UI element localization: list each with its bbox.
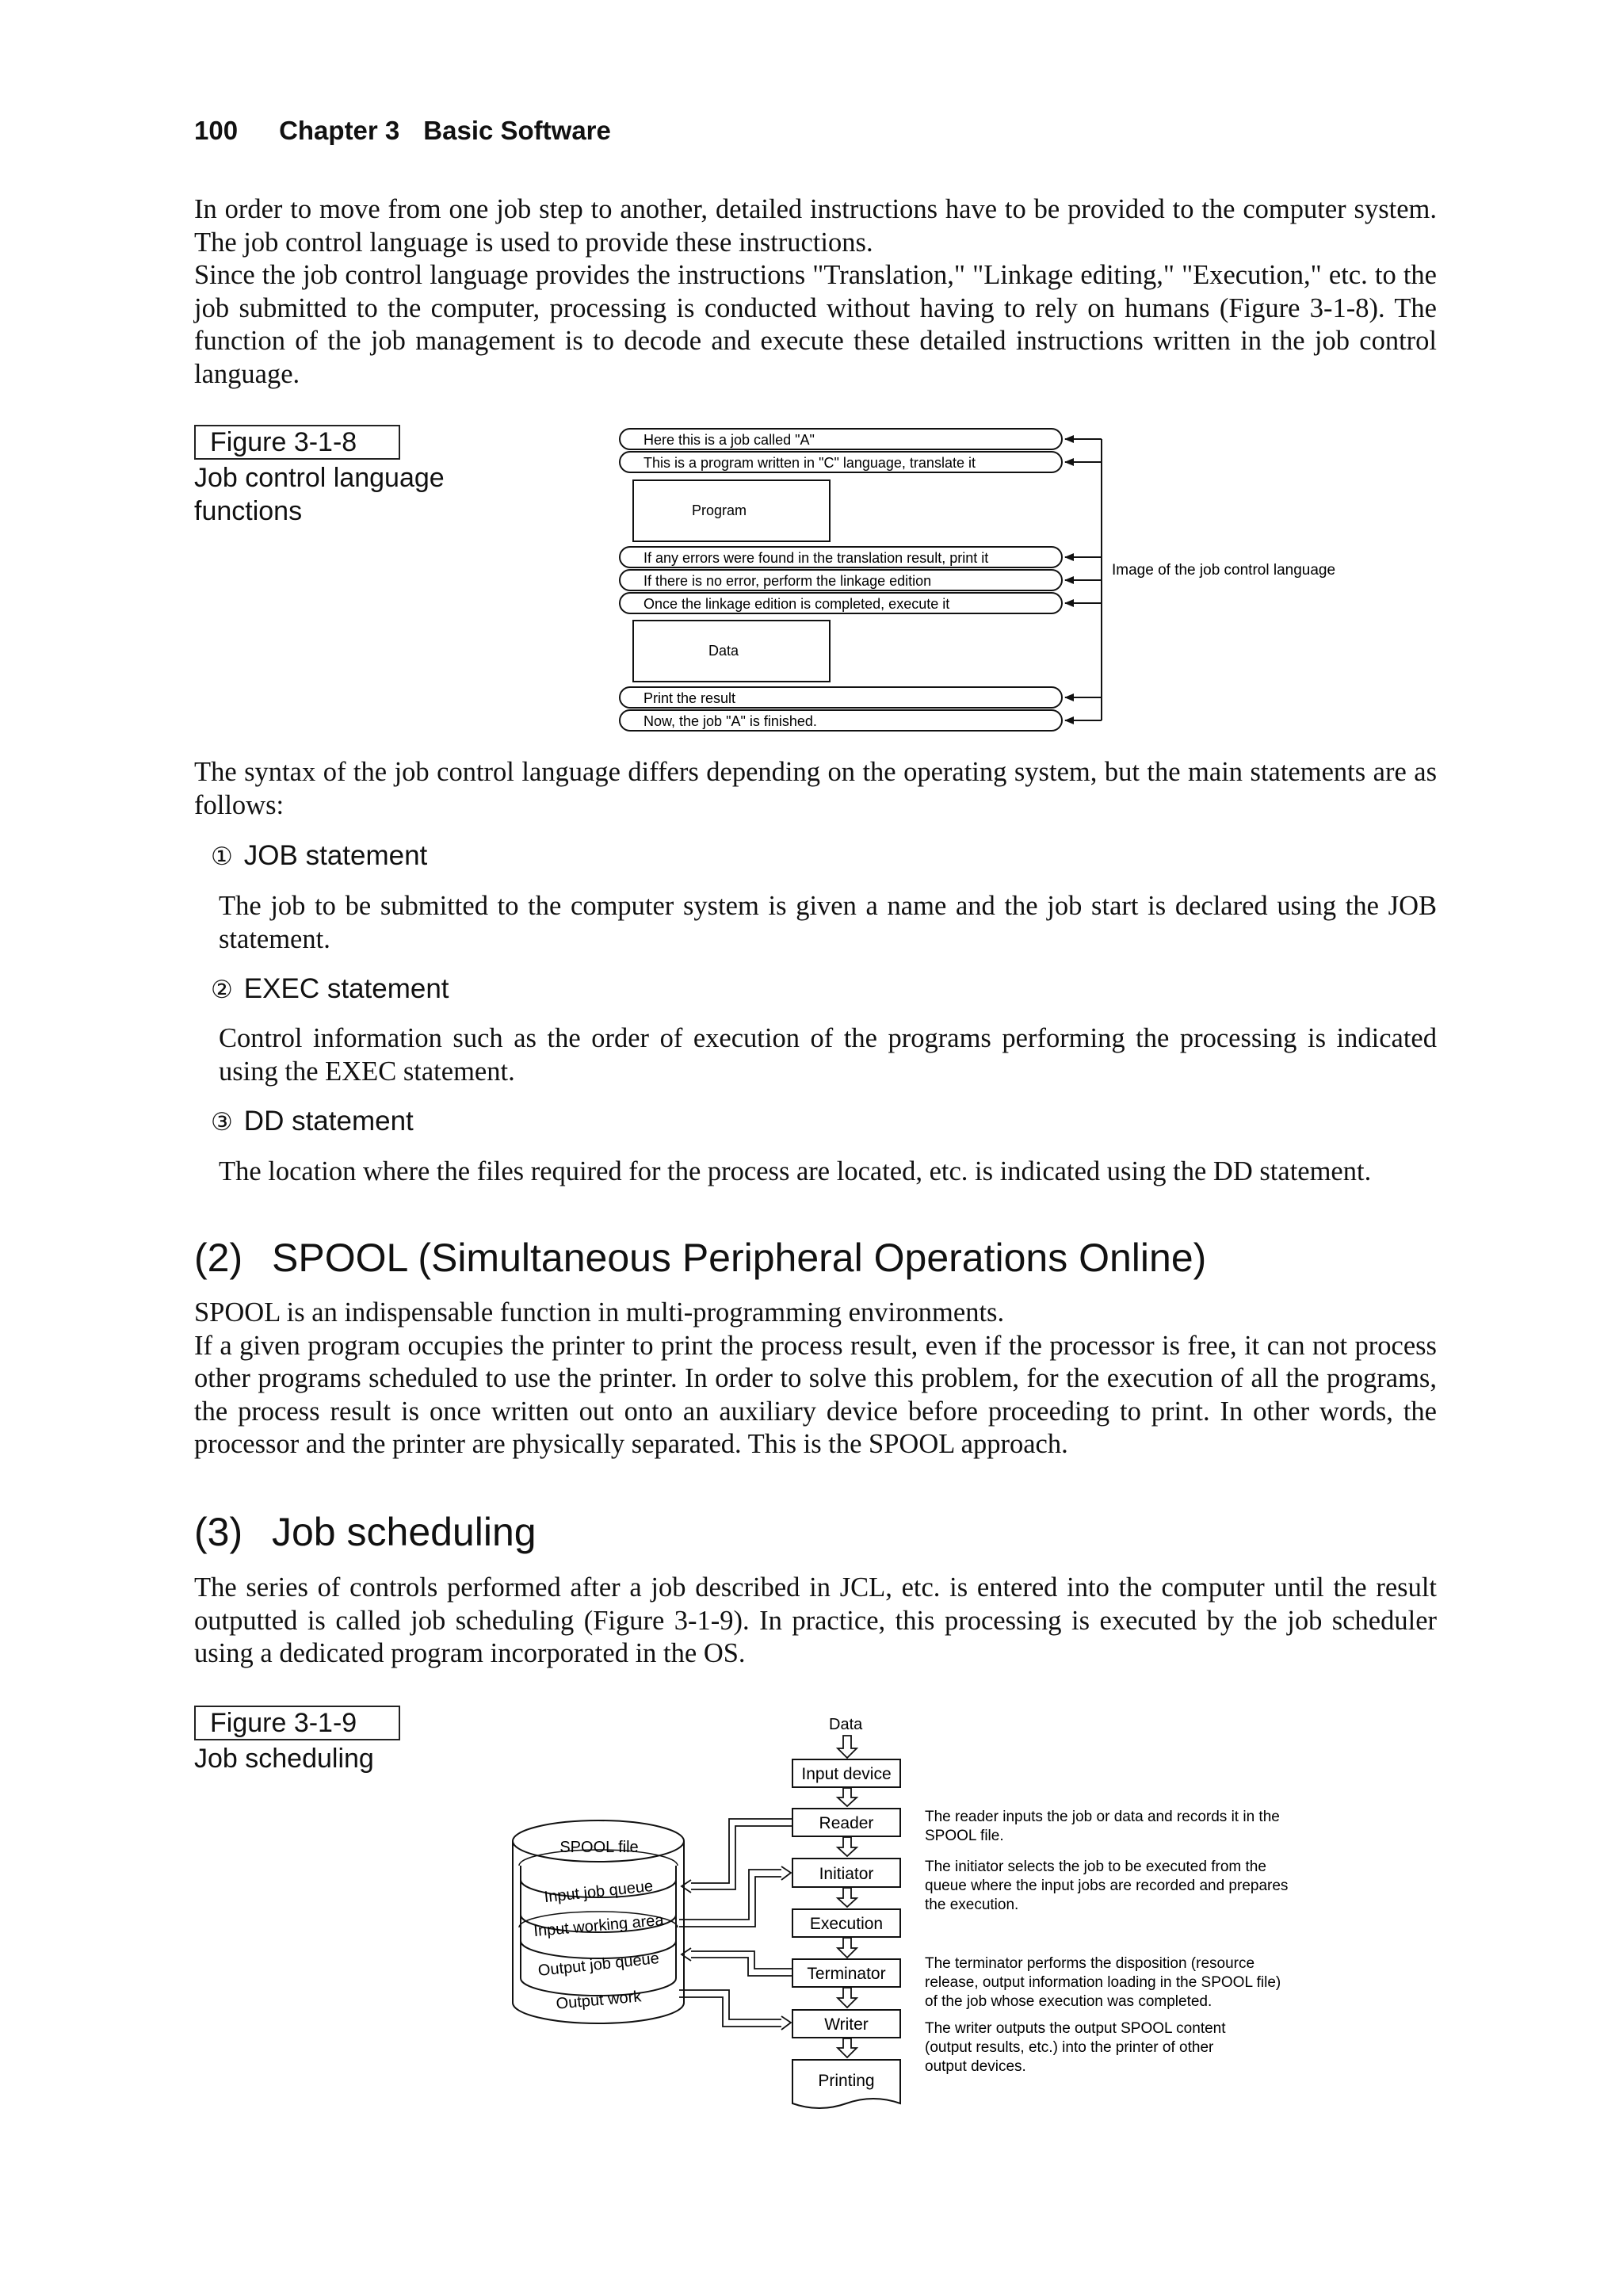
down-arrow-icon <box>838 1788 857 1806</box>
data-input-label: Data <box>829 1716 863 1733</box>
section-heading-spool <box>194 1235 1206 1281</box>
svg-text:Once the linkage edition is co: Once the linkage edition is completed, execute it <box>643 596 950 612</box>
section-number: (2) <box>194 1236 243 1280</box>
statement-item-1-text <box>219 890 1437 956</box>
down-arrow-icon <box>838 1938 857 1958</box>
figure-number-box: Figure 3-1-9 <box>194 1706 400 1740</box>
syntax-intro-text: The syntax of the job control language differs depending on the operating system, but the main statements are as follows: <box>194 757 1437 820</box>
jcl-image-label: Image of the job control language <box>1112 562 1336 579</box>
input-job-queue-label: Input job queue <box>543 1877 655 1907</box>
figure-caption-line-2: functions <box>194 496 303 526</box>
jcl-row-6 <box>620 687 1062 708</box>
intro-paragraph-1: In order to move from one job step to another, detailed instructions have to be provided to the computer system. The job control language is used to provide these instructions. <box>194 194 1437 258</box>
initiator-note-2: queue where the input jobs are recorded and prepares <box>925 1878 1289 1894</box>
writer-note-1: The writer outputs the output SPOOL content <box>925 2020 1226 2037</box>
figure-3-1-9-label <box>194 1706 400 1775</box>
spool-file-title: SPOOL file <box>559 1839 639 1856</box>
section-title: Job scheduling <box>272 1510 537 1554</box>
program-box <box>633 480 830 541</box>
terminator-note-2: release, output information loading in the SPOOL file) <box>925 1974 1281 1991</box>
statement-description: The job to be submitted to the computer system is given a name and the job start is declared using the JOB statement. <box>219 891 1437 954</box>
jcl-row-1 <box>620 429 1062 449</box>
svg-text:This is a program written in ": This is a program written in "C" language, translate it <box>643 455 976 471</box>
statement-item-1-title <box>211 840 427 872</box>
section-title: SPOOL (Simultaneous Peripheral Operations Online) <box>272 1236 1207 1280</box>
intro-paragraph-2: Since the job control language provides the instructions "Translation," "Linkage editing," "Execution," etc. to the job submitted to the computer, processing is conducted without having to rely on humans (Figure 3-1-8). The function of the job management is to decode and execute these detailed instructions written in the job control language. <box>194 260 1437 389</box>
input-device-label: Input device <box>801 1765 892 1783</box>
writer-note-3: output devices. <box>925 2058 1026 2075</box>
svg-text:Data: Data <box>708 643 739 659</box>
circled-number-1: ① <box>211 842 233 871</box>
statement-item-2-text <box>219 1022 1437 1088</box>
initiator-note-1: The initiator selects the job to be executed from the <box>925 1859 1266 1875</box>
svg-text:If there is no error, perform: If there is no error, perform the linkage edition <box>643 573 932 589</box>
writer-note-2: (output results, etc.) into the printer of other <box>925 2039 1214 2056</box>
initiator-note-3: the execution. <box>925 1897 1019 1913</box>
terminator-note-1: The terminator performs the disposition (resource <box>925 1955 1255 1972</box>
svg-text:Here this is a job called "A": Here this is a job called "A" <box>643 432 815 448</box>
down-arrow-icon <box>838 1837 857 1856</box>
jcl-row-7 <box>620 710 1062 731</box>
jcl-row-4 <box>620 570 1062 590</box>
data-box <box>633 621 830 682</box>
spool-paragraph-1: SPOOL is an indispensable function in multi-programming environments. <box>194 1297 1005 1328</box>
reader-note-1: The reader inputs the job or data and records it in the <box>925 1809 1280 1825</box>
reader-label: Reader <box>819 1814 874 1832</box>
circled-number-3: ③ <box>211 1108 233 1137</box>
down-arrow-icon <box>838 2038 857 2057</box>
svg-text:If any errors were found in th: If any errors were found in the translation result, print it <box>643 550 989 566</box>
terminator-note-3: of the job whose execution was completed. <box>925 1993 1212 2010</box>
figure-caption: Job scheduling <box>194 1744 374 1774</box>
statement-title: EXEC statement <box>243 973 449 1004</box>
page-number: 100 <box>194 116 239 145</box>
spool-text <box>194 1297 1437 1461</box>
statement-title: JOB statement <box>243 840 428 871</box>
statement-description: Control information such as the order of execution of the programs performing the processing is indicated using the EXEC statement. <box>219 1023 1437 1087</box>
output-work-label: Output work <box>555 1988 643 2013</box>
statement-description: The location where the files required for the process are located, etc. is indicated using the DD statement. <box>219 1156 1372 1186</box>
terminator-label: Terminator <box>807 1965 886 1983</box>
svg-text:Print the result: Print the result <box>643 690 736 706</box>
initiator-label: Initiator <box>819 1865 874 1883</box>
figure-number-box: Figure 3-1-8 <box>194 425 400 460</box>
section-number: (3) <box>194 1510 243 1554</box>
statement-item-3-text <box>219 1156 1437 1189</box>
statement-item-3-title <box>211 1106 414 1137</box>
jcl-row-5 <box>620 593 1062 613</box>
circled-number-2: ② <box>211 976 233 1004</box>
svg-text:Program: Program <box>692 502 747 518</box>
writer-label: Writer <box>824 2015 869 2034</box>
section-heading-job-scheduling <box>194 1509 537 1555</box>
figure-caption-line-1: Job control language <box>194 463 445 493</box>
chapter-title: Basic Software <box>423 116 611 145</box>
down-arrow-icon <box>838 1736 857 1758</box>
syntax-intro <box>194 756 1437 822</box>
input-working-area-label: Input working area <box>533 1911 665 1941</box>
figure-3-1-9-diagram <box>513 1716 1288 2108</box>
execution-label: Execution <box>809 1915 884 1933</box>
reader-note-2: SPOOL file. <box>925 1828 1004 1844</box>
bracket-arrows <box>1065 439 1102 720</box>
statement-title: DD statement <box>243 1106 414 1137</box>
down-arrow-icon <box>838 1988 857 2008</box>
spool-paragraph-2: If a given program occupies the printer to print the process result, even if the processor is free, it can not process other programs scheduled to use the printer. In order to solve this problem, for the execution of all the programs, the process result is once written out onto an auxiliary device before proceeding to print. In other words, the processor and the printer are physically separated. This is the SPOOL approach. <box>194 1330 1437 1459</box>
printing-label: Printing <box>818 2072 875 2090</box>
down-arrow-icon <box>838 1888 857 1907</box>
statement-item-2-title <box>211 973 449 1005</box>
output-job-queue-label: Output job queue <box>537 1950 660 1980</box>
svg-text:Now, the job "A" is finished.: Now, the job "A" is finished. <box>643 713 817 729</box>
jcl-row-3 <box>620 547 1062 567</box>
scheduling-paragraph-1: The series of controls performed after a job described in JCL, etc. is entered into the computer until the result outputted is called job scheduling (Figure 3-1-9). In practice, this processing is executed by the job scheduler using a dedicated program incorporated in the OS. <box>194 1572 1437 1668</box>
scheduling-text <box>194 1572 1437 1671</box>
chapter-label: Chapter 3 <box>279 116 400 145</box>
jcl-row-2 <box>620 452 1062 472</box>
